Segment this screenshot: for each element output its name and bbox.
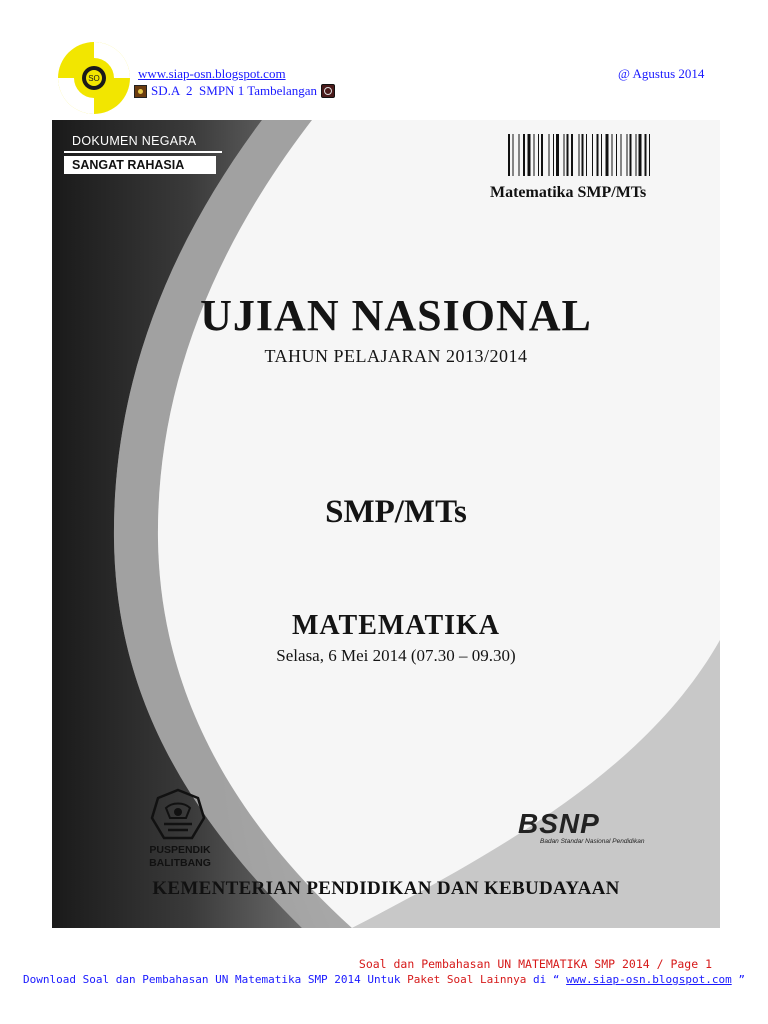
classification-line-1: DOKUMEN NEGARA <box>64 132 222 153</box>
bsnp-logo <box>518 810 678 850</box>
classification-line-2: SANGAT RAHASIA <box>64 156 216 174</box>
exam-schedule: Selasa, 6 Mei 2014 (07.30 – 09.30) <box>276 646 516 665</box>
school-row <box>134 83 335 99</box>
puspendik-line-1: PUSPENDIK <box>149 844 211 856</box>
puspendik-label <box>130 844 230 870</box>
subject-header: Matematika SMP/MTs <box>490 184 647 201</box>
footer-download-quote-close: ” <box>731 973 745 986</box>
footer-download-quote-open: di “ <box>526 973 567 986</box>
site-link[interactable]: www.siap-osn.blogspot.com <box>138 66 286 81</box>
footer-download-highlight: Paket Soal Lainnya <box>407 973 527 986</box>
barcode-icon <box>508 134 694 176</box>
exam-subject: MATEMATIKA <box>291 610 501 641</box>
header-date: @ Agustus 2014 <box>618 66 705 81</box>
school-level: SMP/MTs <box>325 494 467 530</box>
bsnp-logo-text: BSNP <box>518 808 600 839</box>
footer-download-link[interactable]: www.siap-osn.blogspot.com <box>566 973 732 986</box>
bsnp-logo-subtitle: Badan Standar Nasional Pendidikan <box>540 838 645 845</box>
school-emblem-icon <box>321 84 335 98</box>
site-logo-icon <box>56 40 132 116</box>
school-text: SD.A 2 SMPN 1 Tambelangan <box>151 83 318 98</box>
classification-badge <box>64 132 222 174</box>
logo-text: SO <box>88 74 100 83</box>
school-badge-icon <box>134 85 147 98</box>
puspendik-line-2: BALITBANG <box>149 857 211 869</box>
tut-wuri-handayani-emblem-icon <box>148 788 208 844</box>
footer-download-line <box>0 973 768 986</box>
academic-year: TAHUN PELAJARAN 2013/2014 <box>264 346 528 366</box>
footer-page-info: Soal dan Pembahasan UN MATEMATIKA SMP 2014 / Page 1 <box>358 957 712 971</box>
exam-title: UJIAN NASIONAL <box>200 291 592 340</box>
exam-cover-page <box>52 120 720 928</box>
footer-download-text: Download Soal dan Pembahasan UN Matematika SMP 2014 Untuk <box>23 973 408 986</box>
ministry-name: KEMENTERIAN PENDIDIKAN DAN KEBUDAYAAN <box>152 878 620 899</box>
